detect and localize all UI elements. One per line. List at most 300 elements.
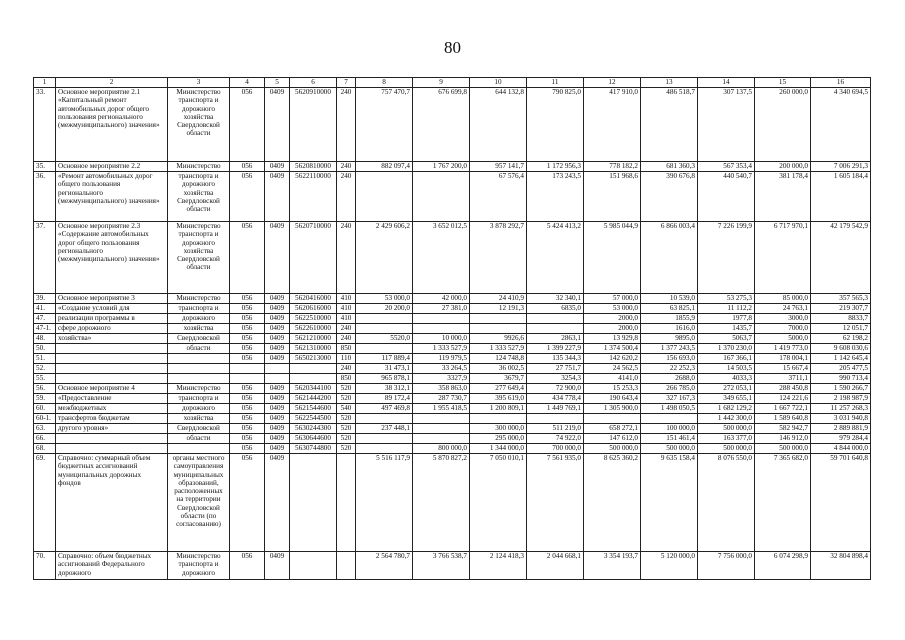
row-number-cell: 50. [34, 344, 56, 354]
row-number-cell: 56. [34, 384, 56, 394]
responsible-org-cell: Свердловской [168, 334, 230, 344]
amount-cell: 567 353,4 [698, 162, 755, 172]
amount-cell: 85 000,0 [755, 294, 811, 304]
target-article-cell [290, 364, 337, 374]
amount-cell: 178 004,1 [755, 354, 811, 364]
expense-type-cell: 240 [337, 324, 356, 334]
amount-cell: 53 275,3 [698, 294, 755, 304]
section-cell: 0409 [265, 314, 290, 324]
amount-cell: 434 778,4 [527, 394, 584, 404]
amount-cell [413, 414, 470, 424]
expense-type-cell: 850 [337, 374, 356, 384]
table-row [34, 394, 871, 404]
amount-cell: 237 448,1 [356, 424, 413, 434]
column-number-cell: 16 [811, 78, 871, 88]
expense-type-cell: 410 [337, 304, 356, 314]
amount-cell: 1 667 722,1 [755, 404, 811, 414]
amount-cell: 3327,9 [413, 374, 470, 384]
budget-table [33, 77, 871, 580]
amount-cell: 6 866 003,4 [641, 222, 698, 294]
expense-type-cell: 520 [337, 434, 356, 444]
expense-type-cell: 520 [337, 394, 356, 404]
amount-cell: 2000,0 [584, 324, 641, 334]
amount-cell [413, 172, 470, 222]
amount-cell: 7 561 935,0 [527, 454, 584, 552]
amount-cell: 13 929,8 [584, 334, 641, 344]
amount-cell: 681 360,3 [641, 162, 698, 172]
expense-type-cell: 520 [337, 414, 356, 424]
amount-cell: 31 473,1 [356, 364, 413, 374]
amount-cell: 277 649,4 [470, 384, 527, 394]
amount-cell: 500 000,0 [755, 444, 811, 454]
table-row [34, 334, 871, 344]
expense-type-cell: 240 [337, 172, 356, 222]
code-cell: 056 [230, 354, 265, 364]
table-row [34, 374, 871, 384]
amount-cell: 146 912,0 [755, 434, 811, 444]
amount-cell: 1 333 527,9 [470, 344, 527, 354]
measure-name-cell: Основное мероприятие 4 [56, 384, 168, 394]
measure-name-cell: Справочно: объем бюджетных ассигнований Федерального дорожного [56, 552, 168, 580]
table-row [34, 294, 871, 304]
amount-cell: 5 120 000,0 [641, 552, 698, 580]
amount-cell: 658 272,1 [584, 424, 641, 434]
amount-cell: 757 470,7 [356, 88, 413, 162]
row-number-cell: 60-1. [34, 414, 56, 424]
amount-cell [584, 414, 641, 424]
measure-name-cell [56, 444, 168, 454]
amount-cell [527, 314, 584, 324]
target-article-cell: 5620616000 [290, 304, 337, 314]
amount-cell: 1 377 243,5 [641, 344, 698, 354]
amount-cell: 1 333 527,9 [413, 344, 470, 354]
amount-cell [641, 414, 698, 424]
amount-cell: 24 410,9 [470, 294, 527, 304]
amount-cell: 53 000,0 [356, 294, 413, 304]
total-cell: 12 051,7 [811, 324, 871, 334]
measure-name-cell [56, 364, 168, 374]
responsible-org-cell [168, 444, 230, 454]
responsible-org-cell: области [168, 434, 230, 444]
expense-type-cell: 520 [337, 384, 356, 394]
amount-cell: 6835,0 [527, 304, 584, 314]
expense-type-cell [337, 454, 356, 552]
row-number-cell: 66. [34, 434, 56, 444]
section-cell: 0409 [265, 294, 290, 304]
amount-cell: 24 763,1 [755, 304, 811, 314]
code-cell: 056 [230, 444, 265, 454]
amount-cell: 381 178,4 [755, 172, 811, 222]
amount-cell: 5000,0 [755, 334, 811, 344]
amount-cell: 147 612,0 [584, 434, 641, 444]
section-cell: 0409 [265, 344, 290, 354]
amount-cell [413, 324, 470, 334]
amount-cell: 3 878 292,7 [470, 222, 527, 294]
amount-cell: 440 540,7 [698, 172, 755, 222]
amount-cell: 42 000,0 [413, 294, 470, 304]
code-cell: 056 [230, 454, 265, 552]
amount-cell: 53 000,0 [584, 304, 641, 314]
measure-name-cell [56, 434, 168, 444]
amount-cell [413, 434, 470, 444]
responsible-org-cell: транспорта и [168, 304, 230, 314]
amount-cell: 9926,6 [470, 334, 527, 344]
amount-cell: 1 172 956,3 [527, 162, 584, 172]
measure-name-cell: Основное мероприятие 2.2 [56, 162, 168, 172]
column-number-cell: 14 [698, 78, 755, 88]
amount-cell: 260 000,0 [755, 88, 811, 162]
amount-cell: 24 562,5 [584, 364, 641, 374]
total-cell: 59 701 640,8 [811, 454, 871, 552]
measure-name-cell: «Ремонт автомобильных дорог общего пользования регионального (межмуниципального) значения» [56, 172, 168, 222]
amount-cell [527, 324, 584, 334]
row-number-cell: 39. [34, 294, 56, 304]
amount-cell: 124 221,6 [755, 394, 811, 404]
amount-cell: 2 429 606,2 [356, 222, 413, 294]
amount-cell: 1 955 418,5 [413, 404, 470, 414]
code-cell: 056 [230, 324, 265, 334]
amount-cell: 1616,0 [641, 324, 698, 334]
table-row [34, 434, 871, 444]
column-number-cell: 5 [265, 78, 290, 88]
amount-cell: 1 589 640,8 [755, 414, 811, 424]
amount-cell: 1977,8 [698, 314, 755, 324]
code-cell: 056 [230, 294, 265, 304]
target-article-cell: 5650213000 [290, 354, 337, 364]
code-cell: 056 [230, 334, 265, 344]
amount-cell: 1435,7 [698, 324, 755, 334]
total-cell: 3 031 940,8 [811, 414, 871, 424]
target-article-cell: 5620710000 [290, 222, 337, 294]
amount-cell: 800 000,0 [413, 444, 470, 454]
measure-name-cell: «Создание условий для [56, 304, 168, 314]
amount-cell: 778 182,2 [584, 162, 641, 172]
expense-type-cell: 520 [337, 444, 356, 454]
measure-name-cell: Основное мероприятие 3 [56, 294, 168, 304]
total-cell: 4 844 000,0 [811, 444, 871, 454]
section-cell: 0409 [265, 434, 290, 444]
expense-type-cell [337, 552, 356, 580]
amount-cell: 27 381,0 [413, 304, 470, 314]
amount-cell: 33 264,5 [413, 364, 470, 374]
amount-cell: 156 693,0 [641, 354, 698, 364]
amount-cell: 5063,7 [698, 334, 755, 344]
table-row [34, 424, 871, 434]
measure-name-cell [56, 344, 168, 354]
total-cell: 205 477,5 [811, 364, 871, 374]
amount-cell: 3679,7 [470, 374, 527, 384]
measure-name-cell: сфере дорожного [56, 324, 168, 334]
column-number-cell: 8 [356, 78, 413, 88]
code-cell: 056 [230, 384, 265, 394]
amount-cell: 1 449 769,1 [527, 404, 584, 414]
total-cell: 219 307,7 [811, 304, 871, 314]
table-row [34, 454, 871, 552]
total-cell: 1 605 184,4 [811, 172, 871, 222]
total-cell: 990 713,4 [811, 374, 871, 384]
target-article-cell: 5630244300 [290, 424, 337, 434]
amount-cell: 27 751,7 [527, 364, 584, 374]
amount-cell: 151 968,6 [584, 172, 641, 222]
row-number-cell: 35. [34, 162, 56, 172]
section-cell: 0409 [265, 324, 290, 334]
amount-cell: 1 767 200,0 [413, 162, 470, 172]
target-article-cell: 5622544500 [290, 414, 337, 424]
amount-cell: 7 226 199,9 [698, 222, 755, 294]
measure-name-cell: Основное мероприятие 2.3 «Содержание автомобильных дорог общего пользования регионального (межмуниципального) значения» [56, 222, 168, 294]
amount-cell: 2 044 668,1 [527, 552, 584, 580]
amount-cell: 6 074 298,9 [755, 552, 811, 580]
section-cell: 0409 [265, 414, 290, 424]
amount-cell: 15 253,3 [584, 384, 641, 394]
column-number-cell: 4 [230, 78, 265, 88]
amount-cell: 163 377,0 [698, 434, 755, 444]
amount-cell: 3254,3 [527, 374, 584, 384]
amount-cell: 67 576,4 [470, 172, 527, 222]
total-cell: 4 340 694,5 [811, 88, 871, 162]
amount-cell: 644 132,8 [470, 88, 527, 162]
responsible-org-cell: дорожного [168, 404, 230, 414]
total-cell: 979 284,4 [811, 434, 871, 444]
table-row [34, 172, 871, 222]
total-cell: 2 198 987,9 [811, 394, 871, 404]
measure-name-cell: «Предоставление [56, 394, 168, 404]
amount-cell: 511 219,0 [527, 424, 584, 434]
amount-cell: 300 000,0 [470, 424, 527, 434]
amount-cell: 173 243,5 [527, 172, 584, 222]
amount-cell: 288 450,8 [755, 384, 811, 394]
amount-cell: 395 619,0 [470, 394, 527, 404]
row-number-cell: 36. [34, 172, 56, 222]
expense-type-cell: 540 [337, 404, 356, 414]
amount-cell: 5520,0 [356, 334, 413, 344]
amount-cell: 500 000,0 [584, 444, 641, 454]
table-row [34, 384, 871, 394]
target-article-cell: 5622610000 [290, 324, 337, 334]
table-row [34, 88, 871, 162]
amount-cell [413, 314, 470, 324]
amount-cell: 497 469,8 [356, 404, 413, 414]
responsible-org-cell: транспорта и [168, 394, 230, 404]
amount-cell: 74 922,0 [527, 434, 584, 444]
measure-name-cell: Основное мероприятие 2.1 «Капитальный ремонт автомобильных дорог общего пользования регионального (межмуниципального) значения» [56, 88, 168, 162]
amount-cell: 1 399 227,9 [527, 344, 584, 354]
target-article-cell: 5630644600 [290, 434, 337, 444]
amount-cell [356, 344, 413, 354]
section-cell: 0409 [265, 404, 290, 414]
amount-cell: 4141,0 [584, 374, 641, 384]
amount-cell: 1 442 300,0 [698, 414, 755, 424]
target-article-cell: 5620910000 [290, 88, 337, 162]
responsible-org-cell: транспорта и дорожного хозяйства Свердловской области [168, 172, 230, 222]
amount-cell: 5 424 413,2 [527, 222, 584, 294]
target-article-cell: 5621210000 [290, 334, 337, 344]
amount-cell: 3 652 012,5 [413, 222, 470, 294]
section-cell: 0409 [265, 304, 290, 314]
row-number-cell: 47-1. [34, 324, 56, 334]
amount-cell [470, 324, 527, 334]
amount-cell: 500 000,0 [641, 444, 698, 454]
amount-cell: 167 366,1 [698, 354, 755, 364]
responsible-org-cell: Министерство транспорта и дорожного хозяйства Свердловской области [168, 222, 230, 294]
amount-cell: 1 305 900,0 [584, 404, 641, 414]
expense-type-cell: 410 [337, 294, 356, 304]
row-number-cell: 51. [34, 354, 56, 364]
measure-name-cell: хозяйства» [56, 334, 168, 344]
code-cell: 056 [230, 424, 265, 434]
section-cell: 0409 [265, 424, 290, 434]
amount-cell: 9 635 158,4 [641, 454, 698, 552]
target-article-cell: 5621544600 [290, 404, 337, 414]
amount-cell [356, 444, 413, 454]
row-number-cell: 41. [34, 304, 56, 314]
measure-name-cell [56, 354, 168, 364]
target-article-cell [290, 552, 337, 580]
table-row [34, 354, 871, 364]
amount-cell: 500 000,0 [698, 424, 755, 434]
amount-cell: 266 785,0 [641, 384, 698, 394]
amount-cell: 135 344,3 [527, 354, 584, 364]
amount-cell: 287 730,7 [413, 394, 470, 404]
expense-type-cell: 410 [337, 314, 356, 324]
amount-cell: 38 312,1 [356, 384, 413, 394]
row-number-cell: 55. [34, 374, 56, 384]
total-cell: 1 590 266,7 [811, 384, 871, 394]
amount-cell: 15 667,4 [755, 364, 811, 374]
amount-cell: 2 124 418,3 [470, 552, 527, 580]
expense-type-cell: 240 [337, 364, 356, 374]
amount-cell: 1 498 050,5 [641, 404, 698, 414]
amount-cell [413, 424, 470, 434]
amount-cell: 307 137,5 [698, 88, 755, 162]
row-number-cell: 37. [34, 222, 56, 294]
total-cell: 32 804 898,4 [811, 552, 871, 580]
target-article-cell: 5630744800 [290, 444, 337, 454]
responsible-org-cell [168, 364, 230, 374]
amount-cell: 142 620,2 [584, 354, 641, 364]
table-row [34, 324, 871, 334]
section-cell: 0409 [265, 394, 290, 404]
code-cell [230, 374, 265, 384]
code-cell: 056 [230, 172, 265, 222]
table-row [34, 222, 871, 294]
code-cell: 056 [230, 222, 265, 294]
total-cell: 8833,7 [811, 314, 871, 324]
amount-cell: 2688,0 [641, 374, 698, 384]
expense-type-cell: 240 [337, 222, 356, 294]
target-article-cell: 5620344100 [290, 384, 337, 394]
measure-name-cell: другого уровня» [56, 424, 168, 434]
amount-cell: 327 167,3 [641, 394, 698, 404]
target-article-cell: 5621310000 [290, 344, 337, 354]
column-number-cell: 12 [584, 78, 641, 88]
amount-cell: 2 564 780,7 [356, 552, 413, 580]
amount-cell: 882 097,4 [356, 162, 413, 172]
responsible-org-cell: Министерство транспорта и дорожного хозяйства Свердловской области [168, 88, 230, 162]
code-cell: 056 [230, 414, 265, 424]
amount-cell: 1 374 500,4 [584, 344, 641, 354]
amount-cell: 1 682 129,2 [698, 404, 755, 414]
amount-cell: 5 870 827,2 [413, 454, 470, 552]
target-article-cell: 5622110000 [290, 172, 337, 222]
amount-cell [470, 414, 527, 424]
amount-cell: 957 141,7 [470, 162, 527, 172]
amount-cell: 151 461,4 [641, 434, 698, 444]
amount-cell: 63 825,1 [641, 304, 698, 314]
code-cell: 056 [230, 314, 265, 324]
section-cell: 0409 [265, 88, 290, 162]
table-row [34, 304, 871, 314]
amount-cell: 2863,1 [527, 334, 584, 344]
table-row [34, 414, 871, 424]
row-number-cell: 63. [34, 424, 56, 434]
row-number-cell: 60. [34, 404, 56, 414]
amount-cell [356, 324, 413, 334]
measure-name-cell [56, 374, 168, 384]
responsible-org-cell: Свердловской [168, 424, 230, 434]
table-row [34, 364, 871, 374]
responsible-org-cell: Министерство транспорта и дорожного [168, 552, 230, 580]
amount-cell: 8 625 360,2 [584, 454, 641, 552]
amount-cell: 5 985 044,9 [584, 222, 641, 294]
amount-cell: 7 050 010,1 [470, 454, 527, 552]
amount-cell: 1 200 809,1 [470, 404, 527, 414]
amount-cell: 676 699,8 [413, 88, 470, 162]
amount-cell: 100 000,0 [641, 424, 698, 434]
responsible-org-cell [168, 374, 230, 384]
responsible-org-cell: дорожного [168, 314, 230, 324]
amount-cell: 89 172,4 [356, 394, 413, 404]
amount-cell: 57 000,0 [584, 294, 641, 304]
column-number-cell: 13 [641, 78, 698, 88]
amount-cell: 20 200,0 [356, 304, 413, 314]
table-row [34, 552, 871, 580]
code-cell: 056 [230, 344, 265, 354]
total-cell: 11 257 268,3 [811, 404, 871, 414]
section-cell: 0409 [265, 354, 290, 364]
responsible-org-cell: хозяйства [168, 324, 230, 334]
code-cell: 056 [230, 552, 265, 580]
measure-name-cell: Справочно: суммарный объем бюджетных ассигнований муниципальных дорожных фондов [56, 454, 168, 552]
amount-cell: 22 252,3 [641, 364, 698, 374]
table-row [34, 344, 871, 354]
responsible-org-cell [168, 354, 230, 364]
code-cell: 056 [230, 404, 265, 414]
total-cell: 7 006 291,3 [811, 162, 871, 172]
amount-cell: 190 643,4 [584, 394, 641, 404]
target-article-cell: 5620810000 [290, 162, 337, 172]
amount-cell [356, 172, 413, 222]
section-cell [265, 364, 290, 374]
section-cell: 0409 [265, 334, 290, 344]
amount-cell: 417 910,0 [584, 88, 641, 162]
row-number-cell: 59. [34, 394, 56, 404]
amount-cell: 3000,0 [755, 314, 811, 324]
responsible-org-cell: Министерство [168, 384, 230, 394]
column-number-cell: 15 [755, 78, 811, 88]
table-header-row [34, 78, 871, 88]
target-article-cell [290, 454, 337, 552]
expense-type-cell: 240 [337, 334, 356, 344]
expense-type-cell: 110 [337, 354, 356, 364]
code-cell: 056 [230, 394, 265, 404]
target-article-cell [290, 374, 337, 384]
section-cell: 0409 [265, 172, 290, 222]
amount-cell: 119 979,5 [413, 354, 470, 364]
measure-name-cell: трансфертов бюджетам [56, 414, 168, 424]
responsible-org-cell: хозяйства [168, 414, 230, 424]
expense-type-cell: 240 [337, 162, 356, 172]
